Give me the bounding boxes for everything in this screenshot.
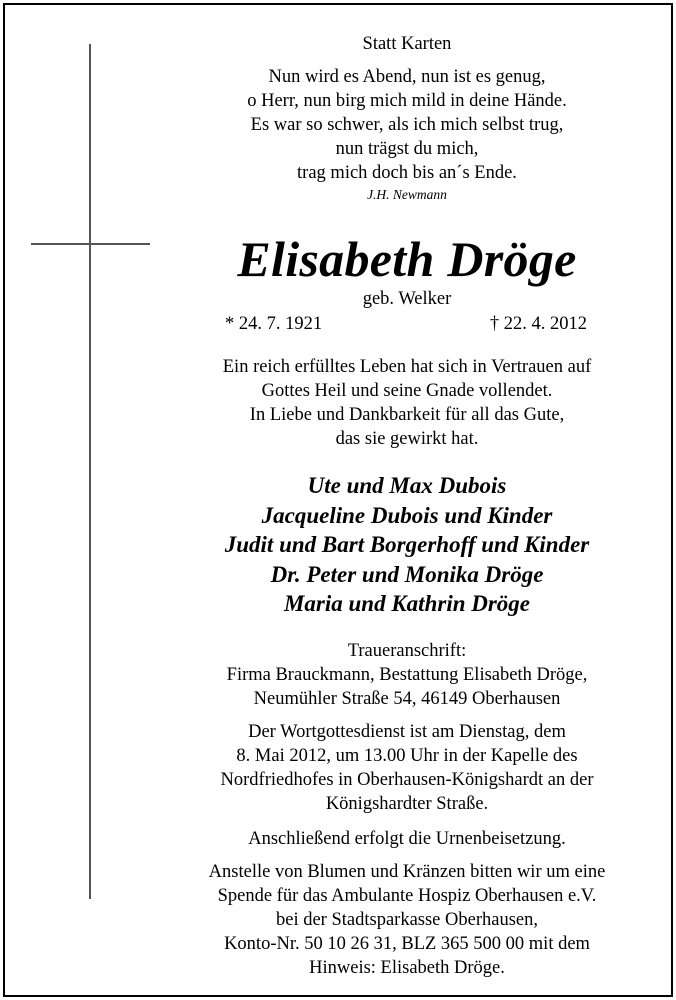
deceased-name: Elisabeth Dröge: [237, 231, 577, 287]
tribute-line: In Liebe und Dankbarkeit für all das Gute,: [249, 405, 565, 425]
tribute: [150, 355, 664, 451]
family-member: Judit und Bart Borgerhoff und Kinder: [224, 532, 590, 557]
cross-horizontal-beam: [31, 243, 150, 245]
service-line: Königshardter Straße.: [325, 794, 489, 814]
donation-line: Spende für das Ambulante Hospiz Oberhausen e.V.: [217, 886, 597, 906]
birth-date: * 24. 7. 1921: [225, 314, 323, 334]
poem-author: J.H. Newmann: [367, 187, 447, 202]
donation-line: Anstelle von Blumen und Kränzen bitten wir um eine: [208, 862, 606, 882]
poem-line: Es war so schwer, als ich mich selbst trug,: [250, 115, 564, 135]
family-member: Jacqueline Dubois und Kinder: [261, 502, 553, 528]
service-line: Der Wortgottesdienst ist am Dienstag, dem: [248, 722, 566, 742]
tribute-line: das sie gewirkt hat.: [335, 429, 479, 449]
service-info: [150, 720, 664, 816]
tribute-line: Gottes Heil und seine Gnade vollendet.: [261, 381, 553, 401]
death-date: † 22. 4. 2012: [489, 314, 587, 334]
poem-line: trag mich doch bis an´s Ende.: [297, 163, 517, 183]
maiden-name: geb. Welker: [362, 289, 452, 309]
poem-line: nun trägst du mich,: [335, 139, 479, 159]
tribute-line: Ein reich erfülltes Leben hat sich in Vertrauen auf: [222, 357, 592, 377]
statt-karten-label: Statt Karten: [362, 34, 452, 54]
family-member: Ute und Max Dubois: [307, 473, 507, 498]
service-line: Nordfriedhofes in Oberhausen-Königshardt an der: [220, 770, 594, 790]
address-line: Traueranschrift:: [347, 641, 467, 661]
donation-line: Konto-Nr. 50 10 26 31, BLZ 365 500 00 mit dem: [224, 934, 590, 954]
family-list: [150, 471, 664, 619]
address-line: Firma Brauckmann, Bestattung Elisabeth Dröge,: [226, 665, 588, 685]
cross-vertical-beam: [89, 44, 91, 899]
poem: [150, 65, 664, 185]
address-line: Neumühler Straße 54, 46149 Oberhausen: [253, 689, 561, 709]
donation-line: Hinweis: Elisabeth Dröge.: [309, 958, 505, 978]
poem-line: o Herr, nun birg mich mild in deine Hände.: [247, 91, 567, 111]
burial-note: Anschließend erfolgt die Urnenbeisetzung.: [248, 829, 566, 849]
donation-info: [150, 860, 664, 980]
donation-line: bei der Stadtsparkasse Oberhausen,: [276, 910, 538, 930]
family-member: Maria und Kathrin Dröge: [283, 591, 531, 616]
life-dates: [225, 312, 587, 336]
mourning-address: [150, 639, 664, 711]
poem-line: Nun wird es Abend, nun ist es genug,: [268, 67, 546, 87]
service-line: 8. Mai 2012, um 13.00 Uhr in der Kapelle des: [236, 746, 578, 766]
family-member: Dr. Peter und Monika Dröge: [270, 561, 544, 587]
